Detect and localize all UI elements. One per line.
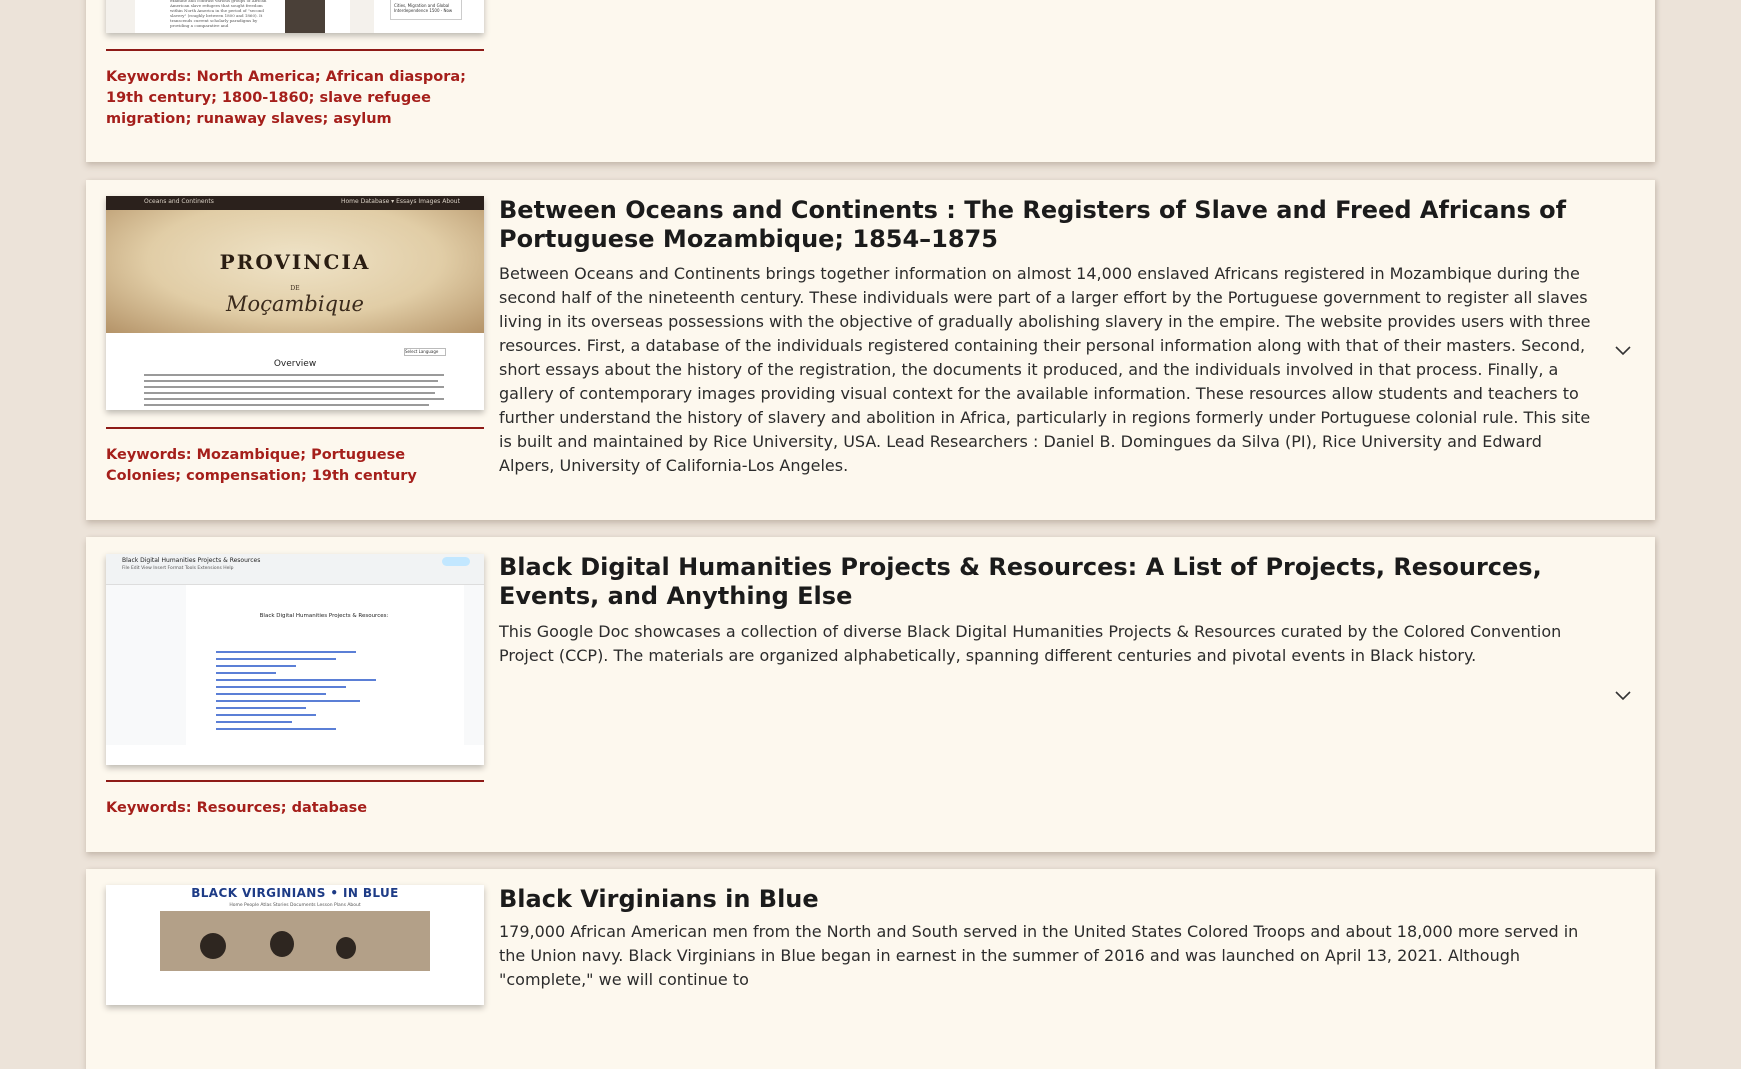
keywords-divider bbox=[106, 49, 484, 51]
thumbnail-doc-menu: File Edit View Insert Format Tools Extensions Help bbox=[122, 566, 234, 571]
project-title[interactable]: Black Virginians in Blue bbox=[499, 885, 819, 913]
thumbnail-site-title: BLACK VIRGINIANS • IN BLUE bbox=[191, 886, 399, 900]
thumbnail-doc-links bbox=[216, 651, 416, 735]
thumbnail-doc-title: Black Digital Humanities Projects & Resources bbox=[122, 557, 261, 564]
thumbnail-right-page bbox=[374, 0, 484, 33]
keywords: Keywords: Mozambique; Portuguese Colonies; compensation; 19th century bbox=[106, 447, 417, 484]
thumbnail-text-lines bbox=[144, 374, 444, 410]
project-card bbox=[86, 869, 1655, 1069]
project-thumbnail[interactable] bbox=[106, 885, 484, 1005]
thumbnail-site-header bbox=[106, 885, 484, 911]
thumbnail-photo bbox=[160, 911, 430, 971]
project-description: This Google Doc showcases a collection of diverse Black Digital Humanities Projects & Resources curated by the Colored Convention Project (CCP). The materials are organized alphabetically, spanning different centuries and pivotal events in Black history. bbox=[499, 622, 1562, 665]
thumbnail-doc-sidepanel bbox=[464, 585, 484, 745]
project-title[interactable]: Between Oceans and Continents : The Registers of Slave and Freed Africans of Portuguese Mozambique; 1854–1875 bbox=[499, 196, 1567, 253]
thumbnail-book-card: Cities, Migration and Global Interdependence 1500 - Now bbox=[390, 0, 462, 20]
thumbnail-nav-links: Home Database ▾ Essays Images About bbox=[341, 198, 460, 205]
thumbnail-site-nav: Home People Atlas Stories Documents Lesson Plans About bbox=[229, 903, 361, 908]
chevron-down-icon[interactable] bbox=[1614, 344, 1632, 356]
project-card bbox=[86, 0, 1655, 162]
thumbnail-heading-de: DE bbox=[290, 285, 300, 292]
thumbnail-overview-heading: Overview bbox=[273, 359, 317, 369]
project-thumbnail[interactable] bbox=[106, 196, 484, 410]
thumbnail-document-image bbox=[106, 210, 484, 333]
thumbnail-site-nav bbox=[106, 196, 484, 210]
project-thumbnail[interactable] bbox=[106, 0, 484, 33]
keywords-divider bbox=[106, 427, 484, 429]
thumbnail-site-name: Oceans and Continents bbox=[144, 198, 214, 205]
thumbnail-left-page bbox=[135, 0, 350, 33]
thumbnail-share-button bbox=[442, 557, 470, 566]
thumbnail-heading: PROVINCIA bbox=[219, 250, 371, 274]
thumbnail-page-text: examine and contrast various groups of African American slave refugees that sought freedom within North America in the period of "second slavery" (roughly between 1800 and 1860). It transcends current scholarly paradigms by providing a comparative and bbox=[170, 0, 267, 28]
thumbnail-doc-outline bbox=[106, 585, 187, 745]
project-card bbox=[86, 180, 1655, 520]
chevron-down-icon[interactable] bbox=[1614, 689, 1632, 701]
thumbnail-doc-page-title: Black Digital Humanities Projects & Resources: bbox=[259, 613, 389, 619]
project-title[interactable]: Black Digital Humanities Projects & Resources: A List of Projects, Resources, Events, and Anything Else bbox=[499, 553, 1542, 610]
keywords: Keywords: Resources; database bbox=[106, 800, 368, 816]
thumbnail-doc-page bbox=[186, 585, 462, 745]
project-description: Between Oceans and Continents brings together information on almost 14,000 enslaved Africans registered in Mozambique during the second half of the nineteenth century. These individuals were part of a larger effort by the Portuguese government to register all slaves living in its overseas possessions with the objective of gradually abolishing slavery in the empire. The website provides users with three resources. First, a database of the individuals registered containing their personal information along with that of their masters. Second, short essays about the history of the registration, the documents it produced, and the individuals involved in that process. Finally, a gallery of contemporary images providing visual context for the available information. These resources allow students and teachers to further understand the history of slavery and abolition in Africa, particularly in regions formerly under Portuguese colonial rule. This site is built and maintained by Rice University, USA. Lead Researchers : Daniel B. Domingues da Silva (PI), Rice University and Edward Alpers, University of California-Los Angeles. bbox=[499, 264, 1591, 475]
thumbnail-language-select: Select Language bbox=[404, 348, 446, 356]
keywords-divider bbox=[106, 780, 484, 782]
project-description: 179,000 African American men from the North and South served in the United States Colored Troops and about 18,000 more served in the Union navy. Black Virginians in Blue began in earnest in the summer of 2016 and was launched on April 13, 2021. Although "complete," we will continue to bbox=[499, 922, 1579, 989]
thumbnail-heading-script: Moçambique bbox=[226, 292, 364, 316]
project-card bbox=[86, 537, 1655, 852]
thumbnail-doc-toolbar bbox=[106, 554, 484, 585]
keywords: Keywords: North America; African diaspora; 19th century; 1800-1860; slave refugee migration; runaway slaves; asylum bbox=[106, 69, 466, 127]
thumbnail-photo bbox=[285, 0, 325, 33]
project-thumbnail[interactable] bbox=[106, 554, 484, 765]
